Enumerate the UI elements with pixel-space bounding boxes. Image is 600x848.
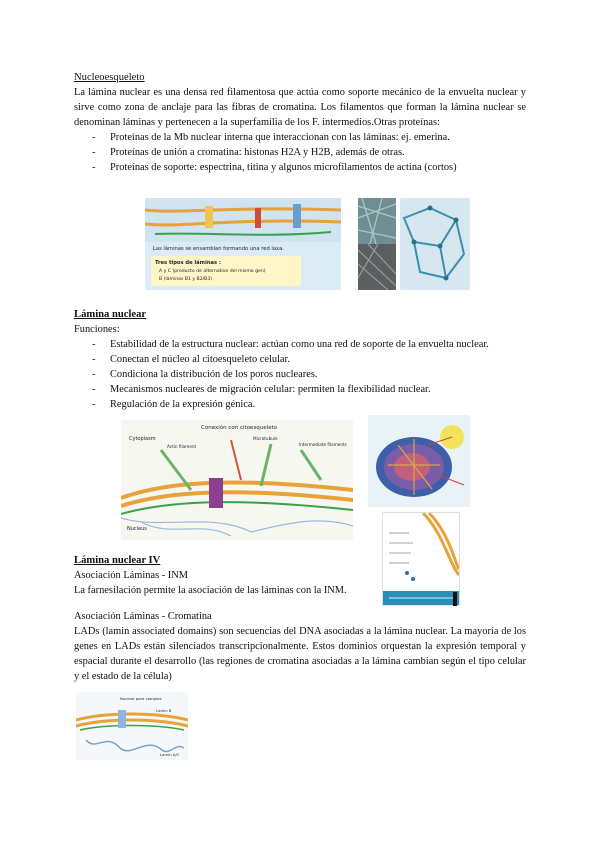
subsection-text: La farnesilación permite la asociación de las láminas con la INM.: [74, 585, 347, 596]
microtubule-label: Microtubule: [253, 436, 278, 441]
section-paragraph: La lámina nuclear es una densa red filamentosa que actúa como soporte mecánico de la envuelta nuclear y sirve como zona de anclaje para las fibras de cromatina. Los filamentos que forman la lámina nuclear se denominan láminas y pertenecen a la superfamilia de los F. intermedios.Otras proteínas:: [74, 87, 526, 128]
lamina-network-figure: [145, 198, 341, 290]
section-subtitle: Funciones:: [74, 324, 120, 335]
section-title: Nucleoesqueleto: [74, 72, 145, 83]
bullet-list: [74, 130, 526, 175]
list-item: - Proteínas de unión a cromatina: histonas H2A y H2B, además de otras.: [74, 145, 526, 160]
nucleus-label: Nucleus: [127, 526, 147, 532]
figure-title: Conexión con citoesqueleto: [201, 425, 278, 431]
lads-figure: [76, 692, 188, 760]
section-lamina-nuclear: [74, 307, 526, 412]
type-item: A y C (producto de alternativo del mismo gen): [159, 269, 266, 274]
cytoskeleton-connection-figure: [121, 420, 353, 540]
bullet-list: [74, 337, 526, 412]
lamina-network-diagram: [145, 198, 341, 290]
list-item: - Estabilidad de la estructura nuclear: actúan como una red de soporte de la envuelta nuclear.: [74, 337, 526, 352]
list-item: - Proteínas de la Mb nuclear interna que interaccionan con las láminas: ej. emerina.: [74, 130, 526, 145]
lamin-mesh-image: [400, 198, 470, 290]
list-item: - Regulación de la expresión génica.: [74, 397, 526, 412]
section-title: Lámina nuclear IV: [74, 555, 161, 566]
nucleus-3d-figure: [368, 415, 470, 507]
cytoskeleton-diagram: [121, 420, 353, 540]
subsection-title: Asociación Láminas - INM: [74, 570, 188, 581]
lamin-b-label: Lamin B: [156, 708, 172, 713]
types-title: Tres tipos de láminas :: [155, 260, 222, 266]
cytoplasm-label: Cytoplasm: [129, 436, 156, 442]
micrograph-texture: [358, 198, 396, 290]
nucleus-3d-drawing: [368, 415, 470, 507]
list-item: - Conectan el núcleo al citoesqueleto celular.: [74, 352, 526, 367]
section-lamina-nuclear-iv: [74, 553, 526, 684]
section-nucleoesqueleto: [74, 70, 526, 175]
list-item: - Mecanismos nucleares de migración celular: permiten la flexibilidad nuclear.: [74, 382, 526, 397]
npc-label: Nuclear pore complex: [120, 696, 162, 701]
section-paragraph: LADs (lamin associated domains) son secuencias del DNA asociadas a la lámina nuclear. La mayoría de los genes en LADs están silenciados transcripcionalmente. Estos dominios orquestan la expresión temporal y espacial durante el desarrollo (las regiones de cromatina asociadas a la lámina cambian según el tipo celular y el estado de la célula): [74, 626, 526, 682]
figure-caption: Las láminas se ensamblan formando una red laxa.: [153, 246, 284, 252]
actin-label: Actin filament: [167, 444, 197, 449]
list-item: - Condiciona la distribución de los poros nucleares.: [74, 367, 526, 382]
subsection-title: Asociación Láminas - Cromatina: [74, 611, 212, 622]
micrograph-image: [358, 198, 396, 290]
list-item: - Proteínas de soporte: espectrina, titina y algunos microfilamentos de actina (cortos): [74, 160, 526, 175]
lamin-mesh-drawing: [400, 198, 470, 290]
type-item: B (láminas B1 y B2/B3): [159, 277, 213, 282]
section-title: Lámina nuclear: [74, 309, 147, 320]
lads-diagram: [76, 692, 188, 760]
lamin-ac-label: Lamin A/C: [160, 752, 180, 757]
intermediate-label: Intermediate filaments: [299, 442, 347, 447]
